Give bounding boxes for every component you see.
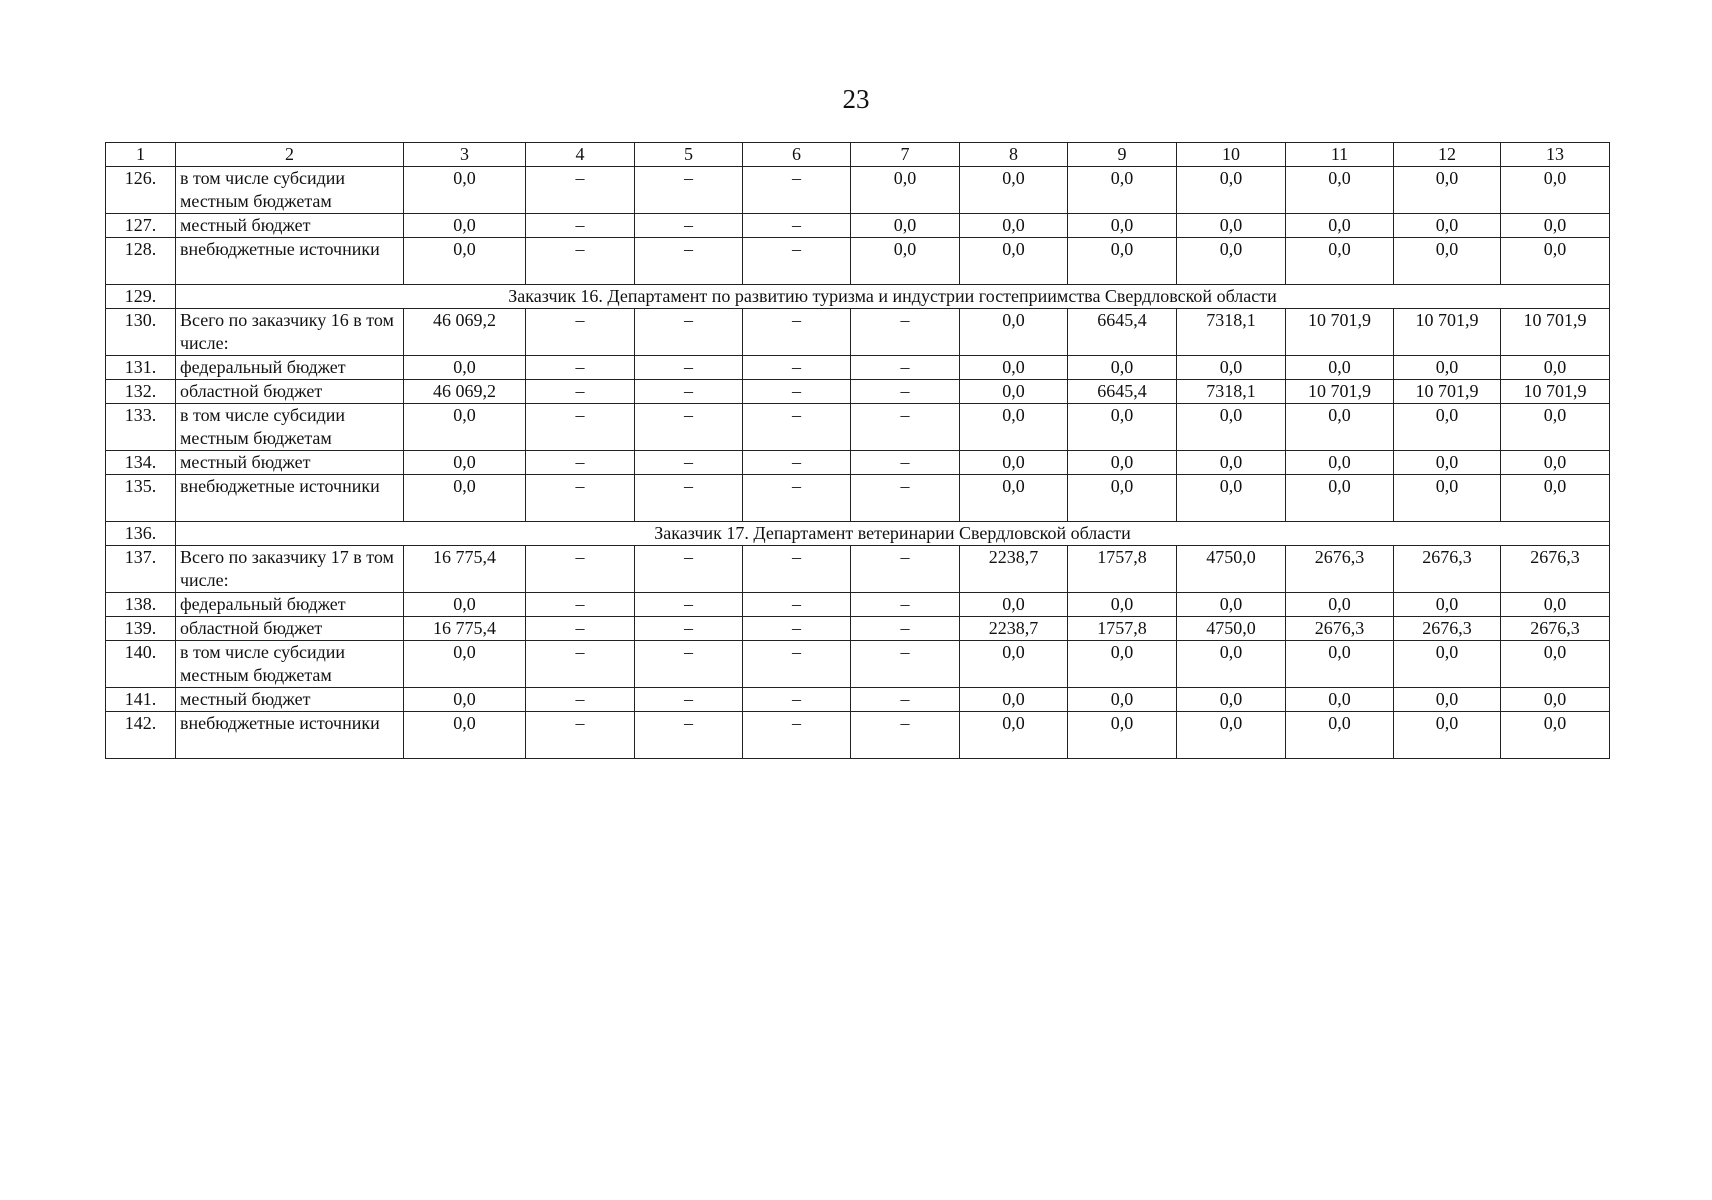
value-cell: 0,0 [960,238,1068,285]
value-cell: – [851,309,960,356]
value-cell: 4750,0 [1177,546,1286,593]
value-cell: 0,0 [1394,593,1501,617]
value-cell: – [635,238,743,285]
value-cell: 0,0 [1286,712,1394,759]
value-cell: – [526,167,635,214]
value-cell: – [526,546,635,593]
value-cell: 0,0 [1177,593,1286,617]
row-label: Всего по заказчику 16 в том числе: [176,309,404,356]
value-cell: – [851,712,960,759]
table-row [106,475,1610,522]
value-cell: – [743,688,851,712]
value-cell: – [635,617,743,641]
value-cell: 0,0 [1177,167,1286,214]
column-header: 12 [1394,143,1501,167]
value-cell: 0,0 [1068,475,1177,522]
value-cell: 0,0 [960,593,1068,617]
row-number: 140. [106,641,176,688]
value-cell: 10 701,9 [1286,309,1394,356]
value-cell: – [526,309,635,356]
value-cell: – [635,404,743,451]
value-cell: 0,0 [1286,593,1394,617]
row-number: 129. [106,285,176,309]
value-cell: 0,0 [404,688,526,712]
value-cell: 0,0 [1177,214,1286,238]
row-number: 139. [106,617,176,641]
page-number: 23 [842,84,870,114]
value-cell: – [635,356,743,380]
value-cell: 0,0 [1177,712,1286,759]
row-number: 138. [106,593,176,617]
value-cell: 0,0 [404,238,526,285]
value-cell: – [743,546,851,593]
value-cell: 0,0 [960,214,1068,238]
value-cell: 1757,8 [1068,617,1177,641]
value-cell: 0,0 [404,475,526,522]
value-cell: – [526,404,635,451]
value-cell: 0,0 [960,475,1068,522]
value-cell: 0,0 [1501,214,1610,238]
column-header: 7 [851,143,960,167]
value-cell: 0,0 [404,451,526,475]
value-cell: 0,0 [1068,167,1177,214]
value-cell: 0,0 [960,356,1068,380]
value-cell: – [526,451,635,475]
value-cell: 0,0 [1068,451,1177,475]
value-cell: 0,0 [1286,404,1394,451]
value-cell: – [743,475,851,522]
value-cell: 0,0 [1501,404,1610,451]
row-label: областной бюджет [176,617,404,641]
value-cell: 0,0 [1177,451,1286,475]
table-row [106,238,1610,285]
value-cell: 0,0 [1394,712,1501,759]
row-label: внебюджетные источники [176,475,404,522]
value-cell: 10 701,9 [1394,380,1501,404]
value-cell: – [851,356,960,380]
value-cell: 0,0 [851,167,960,214]
value-cell: 0,0 [404,593,526,617]
table-row [106,309,1610,356]
value-cell: 46 069,2 [404,309,526,356]
section-row [106,285,1610,309]
value-cell: 0,0 [1501,688,1610,712]
row-number: 127. [106,214,176,238]
table-row [106,404,1610,451]
row-label: в том числе субсидии местным бюджетам [176,404,404,451]
table-row [106,356,1610,380]
value-cell: 0,0 [1068,688,1177,712]
value-cell: – [526,214,635,238]
value-cell: 0,0 [1068,404,1177,451]
value-cell: – [526,641,635,688]
row-label: в том числе субсидии местным бюджетам [176,641,404,688]
table-body [106,143,1610,759]
value-cell: 10 701,9 [1501,309,1610,356]
value-cell: 0,0 [1501,238,1610,285]
value-cell: 16 775,4 [404,617,526,641]
value-cell: – [635,593,743,617]
value-cell: 0,0 [960,451,1068,475]
value-cell: 0,0 [404,167,526,214]
section-row [106,522,1610,546]
row-number: 126. [106,167,176,214]
value-cell: 0,0 [1177,475,1286,522]
table-header-row [106,143,1610,167]
value-cell: 0,0 [404,712,526,759]
value-cell: – [635,167,743,214]
value-cell: 10 701,9 [1286,380,1394,404]
value-cell: – [743,404,851,451]
row-number: 128. [106,238,176,285]
value-cell: 16 775,4 [404,546,526,593]
value-cell: 0,0 [1501,712,1610,759]
value-cell: – [526,356,635,380]
row-number: 137. [106,546,176,593]
column-header: 1 [106,143,176,167]
value-cell: 0,0 [960,380,1068,404]
value-cell: 0,0 [1177,688,1286,712]
value-cell: 0,0 [1501,641,1610,688]
value-cell: – [743,451,851,475]
value-cell: 0,0 [851,214,960,238]
value-cell: 0,0 [960,688,1068,712]
value-cell: 0,0 [1394,475,1501,522]
value-cell: – [635,309,743,356]
value-cell: – [851,593,960,617]
value-cell: 0,0 [960,641,1068,688]
value-cell: 0,0 [404,641,526,688]
value-cell: – [743,167,851,214]
value-cell: – [743,356,851,380]
value-cell: 0,0 [1177,356,1286,380]
row-label: внебюджетные источники [176,238,404,285]
value-cell: – [635,641,743,688]
table-row [106,380,1610,404]
value-cell: 0,0 [1501,451,1610,475]
section-title: Заказчик 16. Департамент по развитию туризма и индустрии гостеприимства Свердловской области [176,285,1610,309]
row-label: местный бюджет [176,688,404,712]
value-cell: – [526,475,635,522]
value-cell: 2676,3 [1501,546,1610,593]
value-cell: 2676,3 [1501,617,1610,641]
value-cell: 0,0 [1394,404,1501,451]
value-cell: – [526,617,635,641]
column-header: 3 [404,143,526,167]
value-cell: – [743,712,851,759]
row-label: областной бюджет [176,380,404,404]
value-cell: 10 701,9 [1501,380,1610,404]
row-number: 142. [106,712,176,759]
column-header: 4 [526,143,635,167]
row-number: 134. [106,451,176,475]
value-cell: 0,0 [1068,214,1177,238]
budget-table [105,142,1610,759]
value-cell: 0,0 [851,238,960,285]
value-cell: – [526,712,635,759]
value-cell: 10 701,9 [1394,309,1501,356]
value-cell: – [743,593,851,617]
value-cell: – [743,238,851,285]
value-cell: 0,0 [960,309,1068,356]
value-cell: – [635,214,743,238]
table-row [106,641,1610,688]
row-label: местный бюджет [176,451,404,475]
value-cell: 0,0 [1068,641,1177,688]
row-label: внебюджетные источники [176,712,404,759]
value-cell: – [851,617,960,641]
section-title: Заказчик 17. Департамент ветеринарии Свердловской области [176,522,1610,546]
value-cell: – [743,380,851,404]
value-cell: – [635,380,743,404]
value-cell: 0,0 [1286,688,1394,712]
value-cell: – [635,688,743,712]
value-cell: – [635,475,743,522]
value-cell: 2676,3 [1286,617,1394,641]
column-header: 2 [176,143,404,167]
table-row [106,712,1610,759]
row-number: 132. [106,380,176,404]
value-cell: 0,0 [1068,238,1177,285]
value-cell: 6645,4 [1068,380,1177,404]
value-cell: 46 069,2 [404,380,526,404]
row-label: местный бюджет [176,214,404,238]
value-cell: 0,0 [1177,641,1286,688]
value-cell: 0,0 [1501,593,1610,617]
row-number: 141. [106,688,176,712]
value-cell: 0,0 [1177,404,1286,451]
value-cell: 0,0 [960,404,1068,451]
value-cell: 0,0 [1286,475,1394,522]
value-cell: 2238,7 [960,617,1068,641]
value-cell: 0,0 [404,404,526,451]
value-cell: 0,0 [1394,238,1501,285]
row-number: 130. [106,309,176,356]
value-cell: 0,0 [960,712,1068,759]
value-cell: – [851,451,960,475]
column-header: 9 [1068,143,1177,167]
row-number: 131. [106,356,176,380]
value-cell: 0,0 [1068,712,1177,759]
value-cell: – [851,688,960,712]
value-cell: 0,0 [1394,167,1501,214]
value-cell: 1757,8 [1068,546,1177,593]
value-cell: 2676,3 [1394,617,1501,641]
value-cell: – [851,404,960,451]
value-cell: 7318,1 [1177,309,1286,356]
row-label: федеральный бюджет [176,593,404,617]
value-cell: 6645,4 [1068,309,1177,356]
value-cell: 0,0 [404,356,526,380]
value-cell: 0,0 [1286,167,1394,214]
value-cell: 0,0 [960,167,1068,214]
value-cell: 0,0 [404,214,526,238]
column-header: 13 [1501,143,1610,167]
value-cell: 2676,3 [1394,546,1501,593]
value-cell: – [743,214,851,238]
value-cell: 0,0 [1286,641,1394,688]
value-cell: 4750,0 [1177,617,1286,641]
value-cell: – [743,641,851,688]
value-cell: 0,0 [1394,688,1501,712]
row-number: 133. [106,404,176,451]
value-cell: 0,0 [1501,475,1610,522]
value-cell: – [526,380,635,404]
column-header: 6 [743,143,851,167]
value-cell: 0,0 [1286,214,1394,238]
value-cell: 7318,1 [1177,380,1286,404]
value-cell: – [743,309,851,356]
table-row [106,546,1610,593]
row-number: 135. [106,475,176,522]
value-cell: – [851,380,960,404]
value-cell: 2676,3 [1286,546,1394,593]
value-cell: 0,0 [1394,356,1501,380]
value-cell: 0,0 [1286,238,1394,285]
value-cell: – [635,451,743,475]
value-cell: – [526,688,635,712]
table-row [106,214,1610,238]
value-cell: 0,0 [1177,238,1286,285]
column-header: 11 [1286,143,1394,167]
column-header: 10 [1177,143,1286,167]
value-cell: 0,0 [1068,593,1177,617]
value-cell: 2238,7 [960,546,1068,593]
value-cell: – [743,617,851,641]
column-header: 5 [635,143,743,167]
value-cell: 0,0 [1501,167,1610,214]
value-cell: 0,0 [1286,451,1394,475]
value-cell: 0,0 [1394,214,1501,238]
row-label: федеральный бюджет [176,356,404,380]
value-cell: 0,0 [1394,641,1501,688]
value-cell: – [526,238,635,285]
table-row [106,688,1610,712]
value-cell: – [635,712,743,759]
row-number: 136. [106,522,176,546]
value-cell: 0,0 [1068,356,1177,380]
value-cell: 0,0 [1286,356,1394,380]
row-label: Всего по заказчику 17 в том числе: [176,546,404,593]
value-cell: – [635,546,743,593]
value-cell: – [851,546,960,593]
table-row [106,617,1610,641]
value-cell: 0,0 [1501,356,1610,380]
value-cell: – [851,475,960,522]
table-row [106,593,1610,617]
table-row [106,167,1610,214]
table-row [106,451,1610,475]
value-cell: 0,0 [1394,451,1501,475]
row-label: в том числе субсидии местным бюджетам [176,167,404,214]
value-cell: – [526,593,635,617]
column-header: 8 [960,143,1068,167]
value-cell: – [851,641,960,688]
